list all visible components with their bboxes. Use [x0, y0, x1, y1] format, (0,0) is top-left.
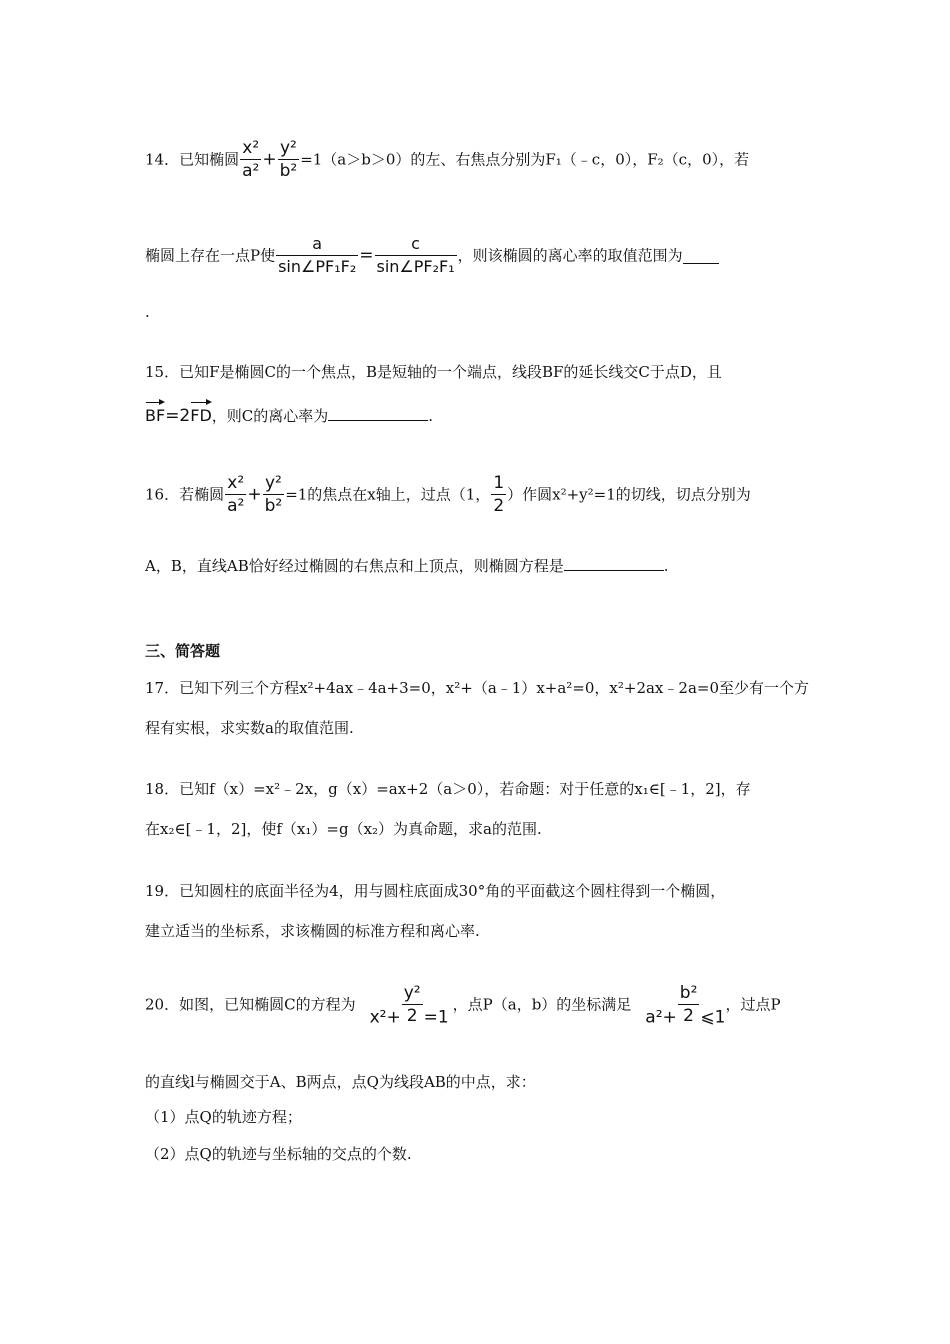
section-heading: 三、简答题 — [145, 642, 221, 660]
q20-fraction-b2-2: $\frac{\text{b²}}{2}$ — [679, 983, 698, 1026]
q20-part2: （2）点Q的轨迹与坐标轴的交点的个数. — [145, 1145, 412, 1163]
q16-fraction-one-half: $\frac{1}{2}$ — [493, 473, 505, 516]
vector-fd: FD — [190, 401, 212, 427]
q19-line2: 建立适当的坐标系，求该椭圆的标准方程和离心率. — [145, 922, 480, 940]
q16-fraction-y2-b2: $\frac{\text{y²}}{\text{b²}}$ — [264, 473, 283, 516]
q14-line1: 14．已知椭圆 $\frac{\text{x²}}{\text{a²}}$ + $\frac{\text{y²}}{\text{b²}}$ =1（a＞b＞0）的左、右焦点分别为F₁（﹣c，0），F₂（c，0），若 — [145, 138, 750, 181]
q20-line1: 20．如图，已知椭圆C的方程为x²+ $\frac{\text{y²}}{2}$ =1，点P（a，b）的坐标满足a²+ $\frac{\text{b²}}{2}$ ⩽1，过点P — [145, 983, 781, 1028]
q15-line2: BF=2FD，则C的离心率为 . — [145, 401, 433, 427]
q15-line1: 15．已知F是椭圆C的一个焦点，B是短轴的一个端点，线段BF的延长线交C于点D，且 — [145, 363, 722, 381]
q14-answer-blank — [683, 247, 719, 264]
q16-line2: A，B，直线AB恰好经过椭圆的右焦点和上顶点，则椭圆方程是 . — [145, 554, 669, 577]
q20-fraction-y2-2: $\frac{\text{y²}}{2}$ — [403, 983, 421, 1026]
q14-fraction-c-sin: $\frac{c}{\text{sin∠PF₂F₁}}$ — [376, 234, 455, 276]
q18-line1: 18．已知f（x）=x²﹣2x，g（x）=ax+2（a＞0），若命题：对于任意的x₁∈[﹣1，2]，存 — [145, 780, 751, 798]
q17-line1: 17．已知下列三个方程x²+4ax﹣4a+3=0，x²+（a﹣1）x+a²=0，x²+2ax﹣2a=0至少有一个方 — [145, 679, 809, 697]
q16-line1: 16．若椭圆 $\frac{\text{x²}}{\text{a²}}$ + $\frac{\text{y²}}{\text{b²}}$ =1的焦点在x轴上，过点（1， $\frac{1}{2}$ ）作圆x²+y²=1的切线，切点分别为 — [145, 473, 751, 516]
q14-line2: 椭圆上存在一点P使 $\frac{a}{\text{sin∠PF₁F₂}}$ = $\frac{c}{\text{sin∠PF₂F₁}}$ ，则该椭圆的离心率的取值范围为 — [145, 233, 719, 278]
q16-answer-blank — [564, 554, 664, 571]
q20-part1: （1）点Q的轨迹方程； — [145, 1108, 302, 1126]
q16-fraction-x2-a2: $\frac{\text{x²}}{\text{a²}}$ — [227, 473, 245, 516]
q14-fraction-y2-b2: $\frac{\text{y²}}{\text{b²}}$ — [279, 138, 298, 181]
q19-line1: 19．已知圆柱的底面半径为4，用与圆柱底面成30°角的平面截这个圆柱得到一个椭圆， — [145, 882, 726, 900]
q14-line3: . — [145, 303, 150, 321]
vector-bf: BF — [145, 401, 165, 427]
q17-line2: 程有实根，求实数a的取值范围. — [145, 719, 354, 737]
q14-fraction-x2-a2: $\frac{\text{x²}}{\text{a²}}$ — [242, 138, 260, 181]
q20-line2: 的直线l与椭圆交于A、B两点，点Q为线段AB的中点，求： — [145, 1073, 536, 1091]
q15-answer-blank — [328, 404, 428, 421]
q18-line2: 在x₂∈[﹣1，2]，使f（x₁）=g（x₂）为真命题，求a的范围. — [145, 820, 542, 838]
q14-fraction-a-sin: $\frac{a}{\text{sin∠PF₁F₂}}$ — [278, 234, 357, 276]
